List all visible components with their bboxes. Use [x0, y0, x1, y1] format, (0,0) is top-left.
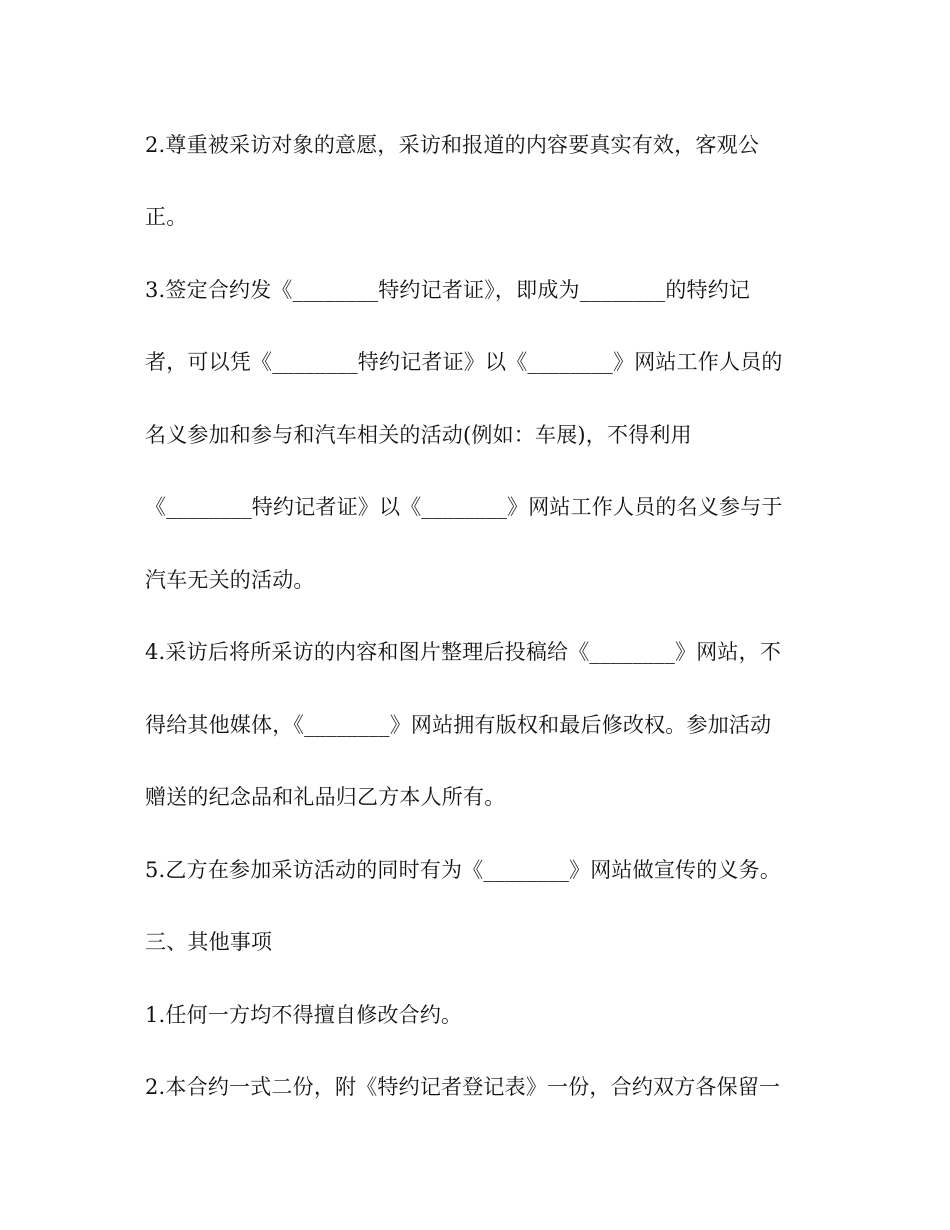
clause-2-3-line-5: 汽车无关的活动。 — [145, 568, 315, 592]
clause-2-3-line-2: 者，可以凭《________特约记者证》以《________》网站工作人员的 — [145, 350, 783, 374]
clause-2-3-line-3: 名义参加和参与和汽车相关的活动(例如：车展)，不得利用 — [145, 423, 692, 447]
clause-2-3-line-1: 3.签定合约发《________特约记者证》，即成为________的特约记 — [145, 278, 751, 302]
clause-2-2-line-2: 正。 — [145, 205, 188, 229]
clause-2-4-line-1: 4.采访后将所采访的内容和图片整理后投稿给《________》网站，不 — [145, 640, 782, 664]
clause-3-1-line-1: 1.任何一方均不得擅自修改合约。 — [145, 1003, 463, 1027]
clause-3-2-line-1: 2.本合约一式二份，附《特约记者登记表》一份，合约双方各保留一 — [145, 1075, 781, 1099]
clause-2-3-line-4: 《________特约记者证》以《________》网站工作人员的名义参与于 — [145, 495, 783, 519]
clause-2-4-line-3: 赠送的纪念品和礼品归乙方本人所有。 — [145, 785, 506, 809]
clause-2-2-line-1: 2.尊重被采访对象的意愿，采访和报道的内容要真实有效，客观公 — [145, 133, 760, 157]
clause-2-4-line-2: 得给其他媒体，《________》网站拥有版权和最后修改权。参加活动 — [145, 713, 772, 737]
clause-2-5-line-1: 5.乙方在参加采访活动的同时有为《________》网站做宣传的义务。 — [145, 858, 782, 882]
section-3-heading: 三、其他事项 — [145, 930, 273, 954]
